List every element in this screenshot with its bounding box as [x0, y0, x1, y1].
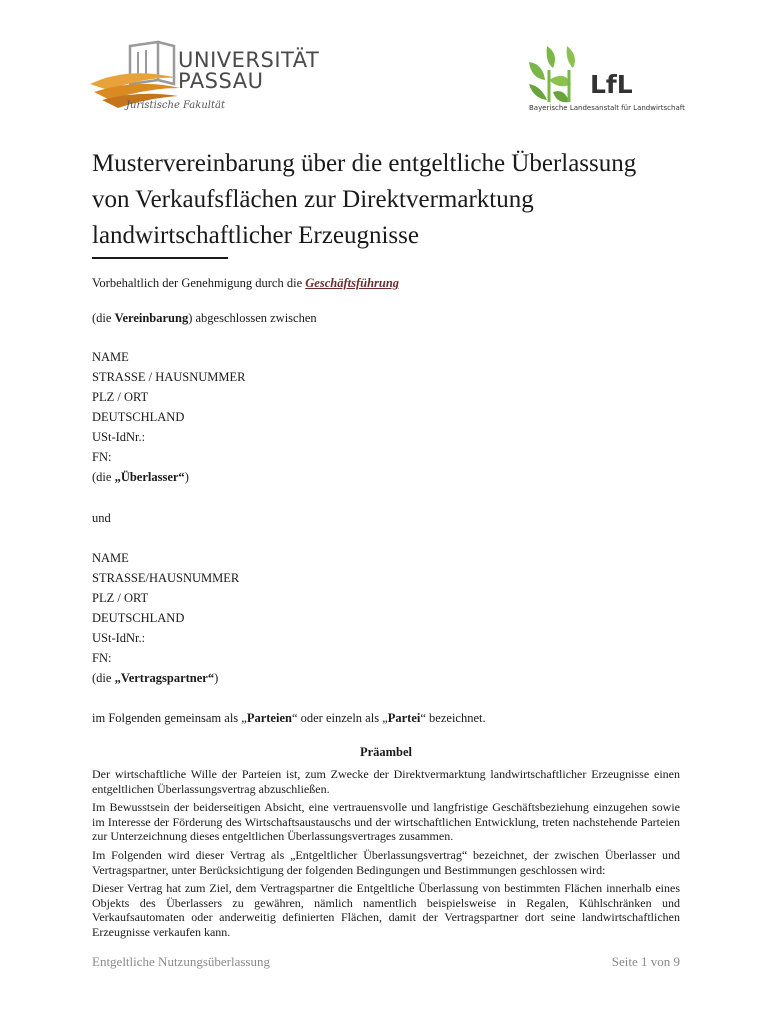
geschaeftsfuehrung-link[interactable]: Geschäftsführung	[305, 276, 400, 290]
footer-title: Entgeltliche Nutzungsüberlassung	[92, 954, 270, 969]
party1-role: (die „Überlasser“)	[92, 470, 189, 484]
and-separator: und	[92, 511, 111, 525]
page-number: Seite 1 von 9	[611, 954, 680, 969]
party1-country: DEUTSCHLAND	[92, 410, 185, 424]
agreement-line: (die Vereinbarung) abgeschlossen zwischen	[92, 311, 317, 325]
party1-vat: USt-IdNr.:	[92, 430, 146, 444]
preamble-paragraph: Im Bewusstsein der beiderseitigen Absicht, eine vertrauensvolle und langfristige Geschäftsbeziehung einzugehen sowie im Interesse der Förderung des Wirtschaftsaustauschs und der wirtschaftlichen Entwicklung, treten nachstehende Parteien zur Unterzeichnung dieses entgeltlichen Überlassungsvertrages zusammen.	[92, 800, 680, 843]
party2-fn: FN:	[92, 651, 112, 665]
party2-country: DEUTSCHLAND	[92, 611, 185, 625]
party1-street: STRASSE / HAUSNUMMER	[92, 370, 246, 384]
party1-city: PLZ / ORT	[92, 390, 149, 404]
party2-vat: USt-IdNr.:	[92, 631, 146, 645]
preamble-paragraph: Der wirtschaftliche Wille der Parteien ist, zum Zwecke der Direktvermarktung landwirtschaftlicher Erzeugnisse einen entgeltlichen Überlassungsvertrag abzuschließen.	[92, 767, 680, 796]
university-name: UNIVERSITÄT PASSAU	[178, 48, 320, 93]
party2-street: STRASSE/HAUSNUMMER	[92, 571, 240, 585]
approval-line: Vorbehaltlich der Genehmigung durch die Geschäftsführung	[92, 276, 400, 290]
preamble-heading: Präambel	[359, 745, 413, 759]
party2-role: (die „Vertragspartner“)	[92, 671, 219, 685]
university-faculty: Juristische Fakultät	[126, 100, 225, 111]
party1-name: NAME	[92, 350, 129, 364]
preamble-paragraph: Im Folgenden wird dieser Vertrag als „Entgeltlicher Überlassungsvertrag“ bezeichnet, der zwischen Überlasser und Vertragspartner, unter Berücksichtigung der folgenden Bedingungen und Bestimmungen geschlossen wird:	[92, 848, 680, 877]
lfl-name: LfL	[590, 70, 633, 99]
preamble-paragraph: Dieser Vertrag hat zum Ziel, dem Vertragspartner die Entgeltliche Überlassung von bestimmten Flächen innerhalb eines Objekts des Überlassers zu gewähren, nämlich namentlich beispielsweise in Regalen, Kühlschränken und Verkaufsautomaten oder anderweitig definierten Flächen, damit der Vertragspartner dort seine landwirtschaftlichen Erzeugnisse verkaufen kann.	[92, 881, 680, 939]
parties-definition: im Folgenden gemeinsam als „Parteien“ oder einzeln als „Partei“ bezeichnet.	[92, 711, 486, 725]
party2-name: NAME	[92, 551, 129, 565]
party2-city: PLZ / ORT	[92, 591, 149, 605]
document-title: Mustervereinbarung über die entgeltliche Überlassung von Verkaufsflächen zur Direktvermarktung landwirtschaftlicher Erzeugnisse	[92, 150, 637, 249]
party1-fn: FN:	[92, 450, 112, 464]
title-underline	[92, 257, 228, 259]
lfl-subtitle: Bayerische Landesanstalt für Landwirtschaft	[529, 104, 685, 112]
